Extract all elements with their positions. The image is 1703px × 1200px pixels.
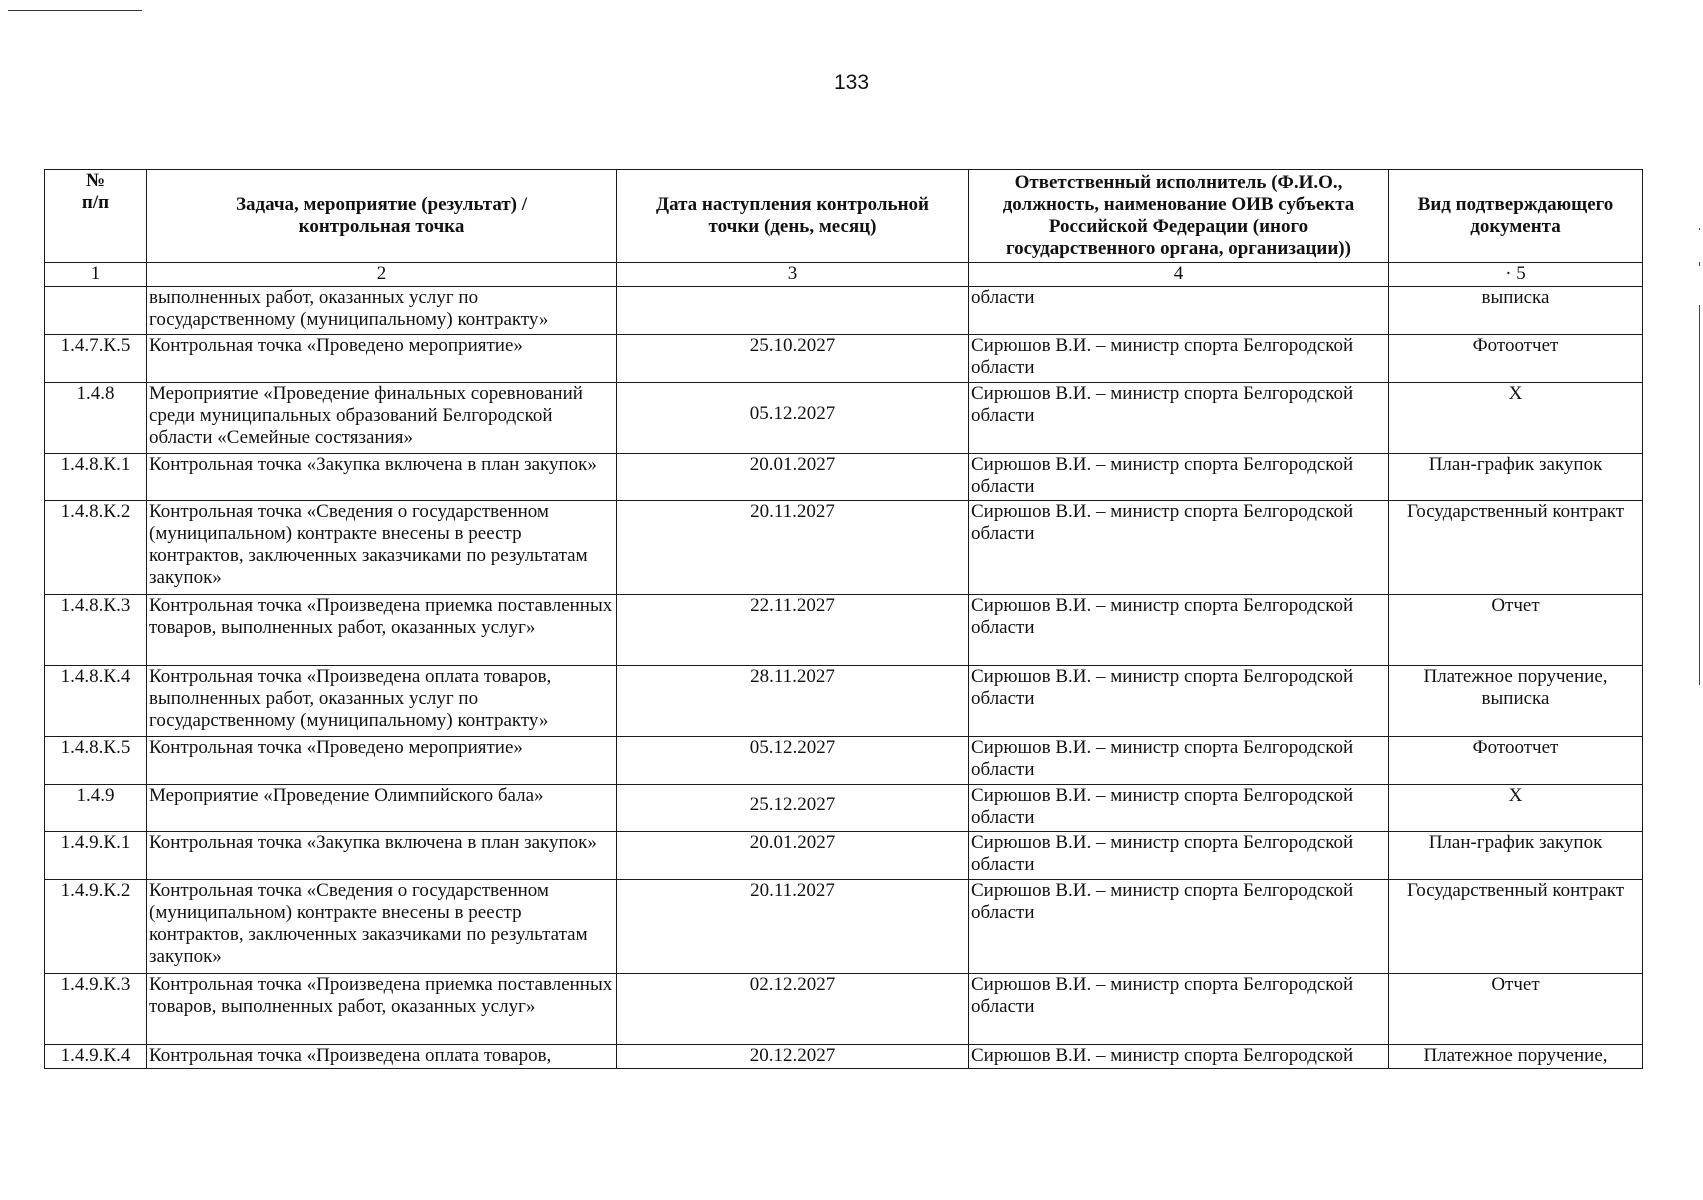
row-number: 1.4.8.К.1 xyxy=(45,454,147,501)
row-executor: Сирюшов В.И. – министр спорта Белгородской области xyxy=(969,501,1389,595)
row-executor: Сирюшов В.И. – министр спорта Белгородской области xyxy=(969,880,1389,974)
page-number: 133 xyxy=(833,71,870,94)
row-executor: Сирюшов В.И. – министр спорта Белгородской области xyxy=(969,785,1389,832)
table-row xyxy=(45,454,1643,501)
column-index: 3 xyxy=(617,263,969,287)
row-number: 1.4.9.К.4 xyxy=(45,1045,147,1069)
row-document: План-график закупок xyxy=(1389,454,1643,501)
row-task: Контрольная точка «Произведена приемка поставленных товаров, выполненных работ, оказанных услуг» xyxy=(147,974,617,1045)
row-executor: Сирюшов В.И. – министр спорта Белгородской xyxy=(969,1045,1389,1069)
row-number xyxy=(45,287,147,335)
row-date: 05.12.2027 xyxy=(617,737,969,785)
header-num-abbr: п/п xyxy=(81,192,110,213)
row-number: 1.4.8.К.5 xyxy=(45,737,147,785)
header-task: Задача, мероприятие (результат) / контрольная точка xyxy=(147,170,617,263)
table-row xyxy=(45,737,1643,785)
row-number: 1.4.9.К.2 xyxy=(45,880,147,974)
row-task: Контрольная точка «Проведено мероприятие» xyxy=(147,737,617,785)
row-date: 05.12.2027 xyxy=(617,383,969,454)
row-task: Контрольная точка «Сведения о государственном (муниципальном) контракте внесены в реестр контрактов, заключенных заказчиками по результатам закупок» xyxy=(147,501,617,595)
row-executor: Сирюшов В.И. – министр спорта Белгородской области xyxy=(969,335,1389,383)
row-document: Государственный контракт xyxy=(1389,501,1643,595)
row-document: План-график закупок xyxy=(1389,832,1643,880)
scan-edge-mark xyxy=(1699,262,1700,266)
table-row xyxy=(45,595,1643,666)
row-document: Платежное поручение, xyxy=(1389,1045,1643,1069)
row-document: выписка xyxy=(1389,287,1643,335)
row-number: 1.4.8.К.3 xyxy=(45,595,147,666)
row-date: 28.11.2027 xyxy=(617,666,969,737)
column-index: · 5 xyxy=(1389,263,1643,287)
table-row xyxy=(45,880,1643,974)
table-row xyxy=(45,785,1643,832)
table-row xyxy=(45,832,1643,880)
row-task: Контрольная точка «Произведена оплата товаров, xyxy=(147,1045,617,1069)
table-row xyxy=(45,287,1643,335)
header-document: Вид подтверждающего документа xyxy=(1389,170,1643,263)
row-task: Контрольная точка «Произведена оплата товаров, выполненных работ, оказанных услуг по государственному (муниципальному) контракту» xyxy=(147,666,617,737)
row-document: Фотоотчет xyxy=(1389,737,1643,785)
row-task: Контрольная точка «Проведено мероприятие» xyxy=(147,335,617,383)
row-executor: Сирюшов В.И. – министр спорта Белгородской области xyxy=(969,666,1389,737)
header-row xyxy=(45,170,1643,263)
table-row xyxy=(45,1045,1643,1069)
row-executor: Сирюшов В.И. – министр спорта Белгородской области xyxy=(969,737,1389,785)
header-num xyxy=(45,170,147,263)
row-document: Х xyxy=(1389,383,1643,454)
scan-edge-mark xyxy=(1699,305,1700,685)
control-points-table xyxy=(44,169,1643,1069)
row-executor: Сирюшов В.И. – министр спорта Белгородской области xyxy=(969,383,1389,454)
row-document: Платежное поручение, выписка xyxy=(1389,666,1643,737)
row-date: 20.01.2027 xyxy=(617,454,969,501)
row-date: 02.12.2027 xyxy=(617,974,969,1045)
row-date: 20.11.2027 xyxy=(617,880,969,974)
row-number: 1.4.9 xyxy=(45,785,147,832)
table-row xyxy=(45,974,1643,1045)
row-executor: Сирюшов В.И. – министр спорта Белгородской области xyxy=(969,595,1389,666)
row-task: выполненных работ, оказанных услуг по государственному (муниципальному) контракту» xyxy=(147,287,617,335)
header-num-symbol: № xyxy=(85,170,106,191)
row-document: Государственный контракт xyxy=(1389,880,1643,974)
row-executor: Сирюшов В.И. – министр спорта Белгородской области xyxy=(969,974,1389,1045)
row-executor: Сирюшов В.И. – министр спорта Белгородской области xyxy=(969,454,1389,501)
row-executor: Сирюшов В.И. – министр спорта Белгородской области xyxy=(969,832,1389,880)
row-date: 20.01.2027 xyxy=(617,832,969,880)
row-document: Отчет xyxy=(1389,974,1643,1045)
scan-edge-mark xyxy=(1699,228,1700,230)
row-number: 1.4.8.К.4 xyxy=(45,666,147,737)
row-number: 1.4.9.К.1 xyxy=(45,832,147,880)
table-row xyxy=(45,501,1643,595)
row-document: Фотоотчет xyxy=(1389,335,1643,383)
row-task: Мероприятие «Проведение финальных соревнований среди муниципальных образований Белгородской области «Семейные состязания» xyxy=(147,383,617,454)
row-task: Контрольная точка «Закупка включена в план закупок» xyxy=(147,832,617,880)
row-date: 20.12.2027 xyxy=(617,1045,969,1069)
row-number: 1.4.7.К.5 xyxy=(45,335,147,383)
row-task: Мероприятие «Проведение Олимпийского бала» xyxy=(147,785,617,832)
row-executor: области xyxy=(969,287,1389,335)
header-date: Дата наступления контрольной точки (день, месяц) xyxy=(617,170,969,263)
row-date: 20.11.2027 xyxy=(617,501,969,595)
row-task: Контрольная точка «Сведения о государственном (муниципальном) контракте внесены в реестр контрактов, заключенных заказчиками по результатам закупок» xyxy=(147,880,617,974)
row-document: Отчет xyxy=(1389,595,1643,666)
header-executor: Ответственный исполнитель (Ф.И.О., должность, наименование ОИВ субъекта Российской Федерации (иного государственного органа, организации)) xyxy=(969,170,1389,263)
top-rule xyxy=(8,10,142,11)
row-date xyxy=(617,287,969,335)
row-date: 25.12.2027 xyxy=(617,785,969,832)
row-date: 22.11.2027 xyxy=(617,595,969,666)
table-row xyxy=(45,335,1643,383)
row-task: Контрольная точка «Закупка включена в план закупок» xyxy=(147,454,617,501)
row-number: 1.4.9.К.3 xyxy=(45,974,147,1045)
row-task: Контрольная точка «Произведена приемка поставленных товаров, выполненных работ, оказанных услуг» xyxy=(147,595,617,666)
column-index: 2 xyxy=(147,263,617,287)
row-document: Х xyxy=(1389,785,1643,832)
table-row xyxy=(45,383,1643,454)
column-index-row xyxy=(45,263,1643,287)
column-index: 1 xyxy=(45,263,147,287)
row-number: 1.4.8.К.2 xyxy=(45,501,147,595)
column-index: 4 xyxy=(969,263,1389,287)
row-date: 25.10.2027 xyxy=(617,335,969,383)
row-number: 1.4.8 xyxy=(45,383,147,454)
table-row xyxy=(45,666,1643,737)
